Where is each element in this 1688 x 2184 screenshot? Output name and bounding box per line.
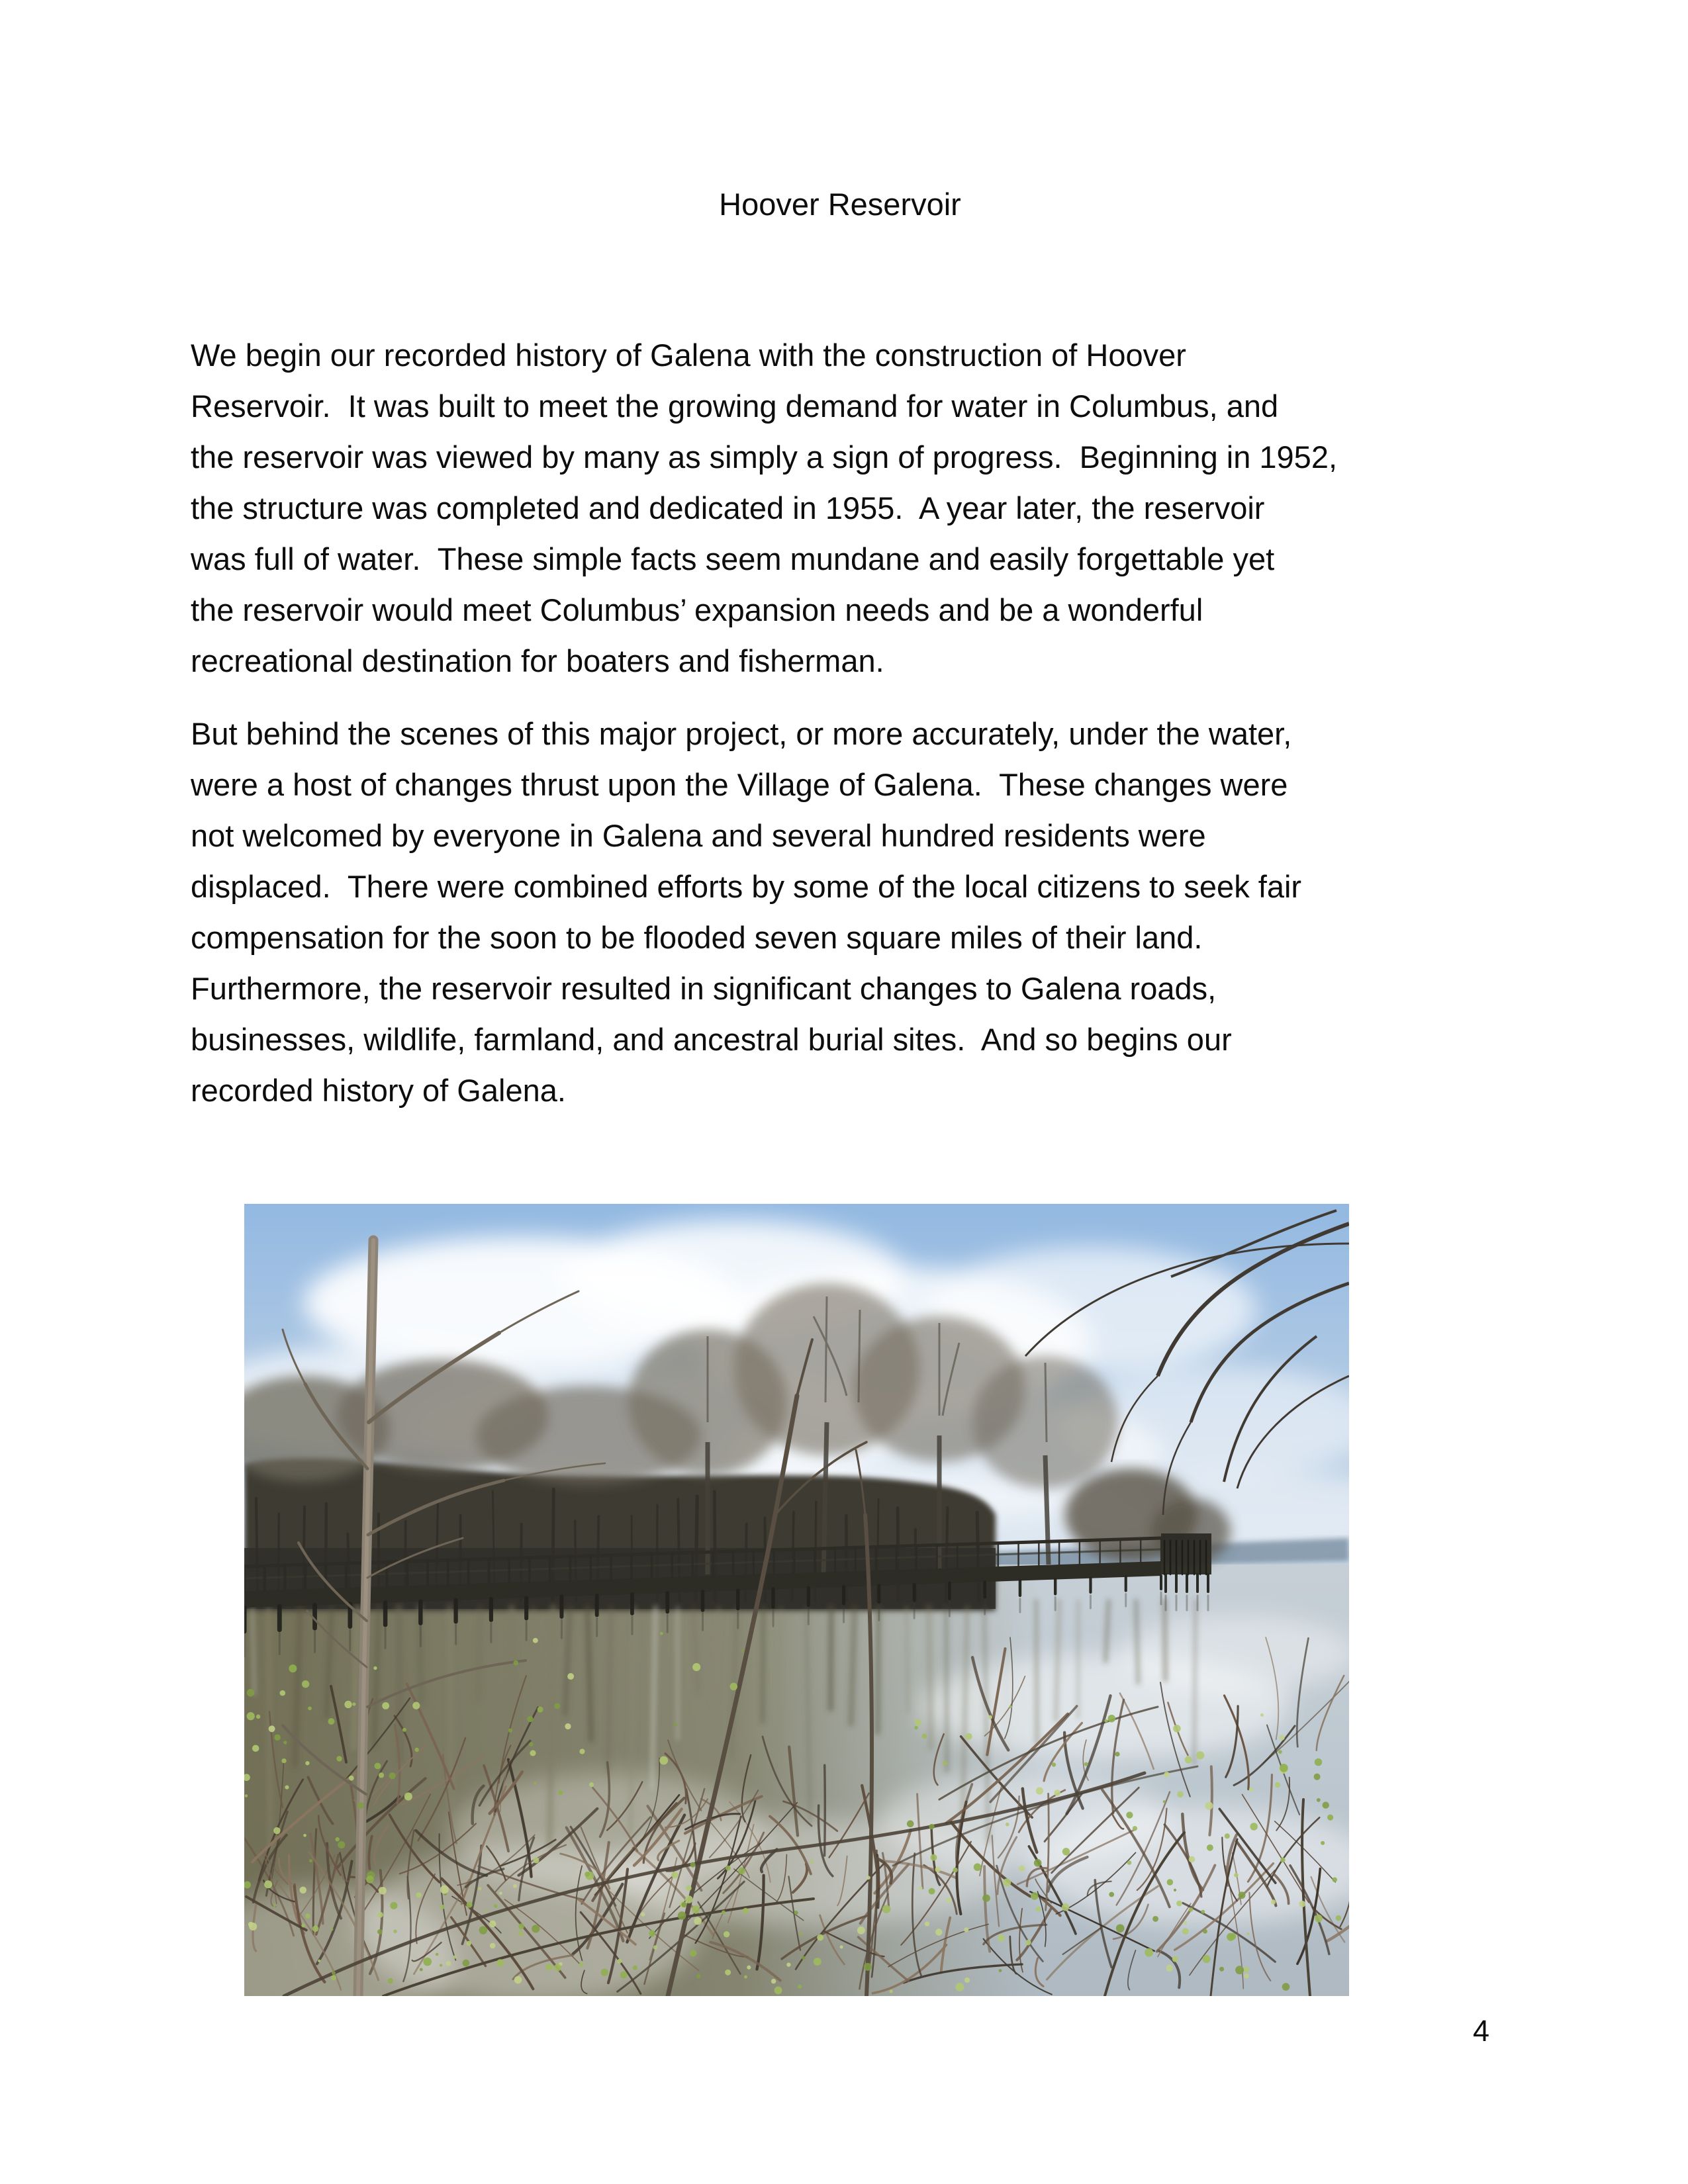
text-line: recreational destination for boaters and fisherman.: [191, 643, 884, 678]
text-line: compensation for the soon to be flooded seven square miles of their land.: [191, 920, 1203, 955]
text-line: the reservoir was viewed by many as simply a sign of progress. Beginning in 1952,: [191, 439, 1338, 475]
text-line: was full of water. These simple facts seem mundane and easily forgettable yet: [191, 541, 1275, 576]
reservoir-photo-art: [244, 1204, 1349, 1996]
text-line: We begin our recorded history of Galena with the construction of Hoover: [191, 338, 1186, 373]
paragraph-1: [191, 330, 1508, 686]
text-line: Reservoir. It was built to meet the growing demand for water in Columbus, and: [191, 388, 1279, 424]
text-line: Furthermore, the reservoir resulted in significant changes to Galena roads,: [191, 971, 1217, 1006]
text-line: the reservoir would meet Columbus’ expansion needs and be a wonderful: [191, 592, 1203, 627]
page-number: 4: [1472, 2014, 1489, 2048]
paragraph-2: [191, 708, 1508, 1116]
text-line: were a host of changes thrust upon the Village of Galena. These changes were: [191, 767, 1288, 802]
text-line: displaced. There were combined efforts by some of the local citizens to seek fair: [191, 869, 1302, 904]
text-line: not welcomed by everyone in Galena and several hundred residents were: [191, 818, 1206, 853]
text-line: But behind the scenes of this major project, or more accurately, under the water,: [191, 716, 1292, 751]
text-line: the structure was completed and dedicated in 1955. A year later, the reservoir: [191, 490, 1265, 525]
reservoir-photo: [244, 1204, 1349, 1996]
page-title: Hoover Reservoir: [719, 187, 961, 222]
text-line: businesses, wildlife, farmland, and ancestral burial sites. And so begins our: [191, 1022, 1232, 1057]
text-line: recorded history of Galena.: [191, 1073, 566, 1108]
